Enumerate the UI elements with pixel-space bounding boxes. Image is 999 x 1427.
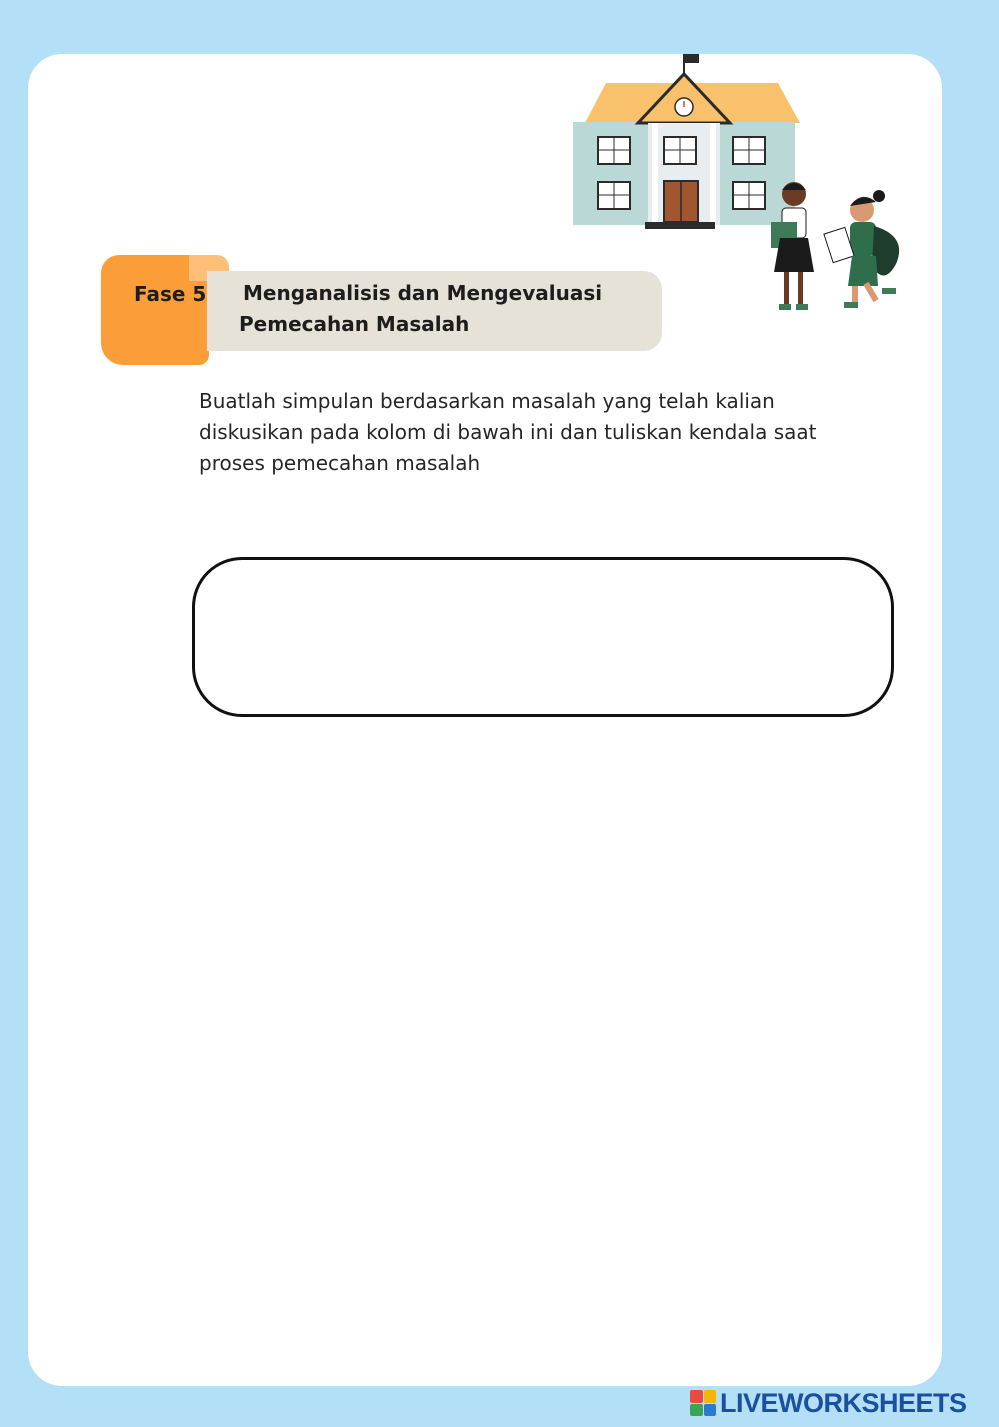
answer-input-box[interactable] xyxy=(192,557,894,717)
watermark-text: LIVEWORKSHEETS xyxy=(720,1387,967,1418)
phase-title-line1: Menganalisis dan Mengevaluasi xyxy=(243,281,603,305)
liveworksheets-logo-icon xyxy=(690,1390,716,1416)
phase-label: Fase 5 xyxy=(134,282,207,306)
instruction-line: diskusikan pada kolom di bawah ini dan tuliskan kendala saat xyxy=(199,420,817,444)
instruction-text xyxy=(199,386,899,479)
phase-tab xyxy=(101,255,209,365)
instruction-line: Buatlah simpulan berdasarkan masalah yang telah kalian xyxy=(199,389,775,413)
instruction-line: proses pemecahan masalah xyxy=(199,451,481,475)
phase-title-line2: Pemecahan Masalah xyxy=(239,312,470,336)
liveworksheets-watermark xyxy=(690,1386,967,1420)
